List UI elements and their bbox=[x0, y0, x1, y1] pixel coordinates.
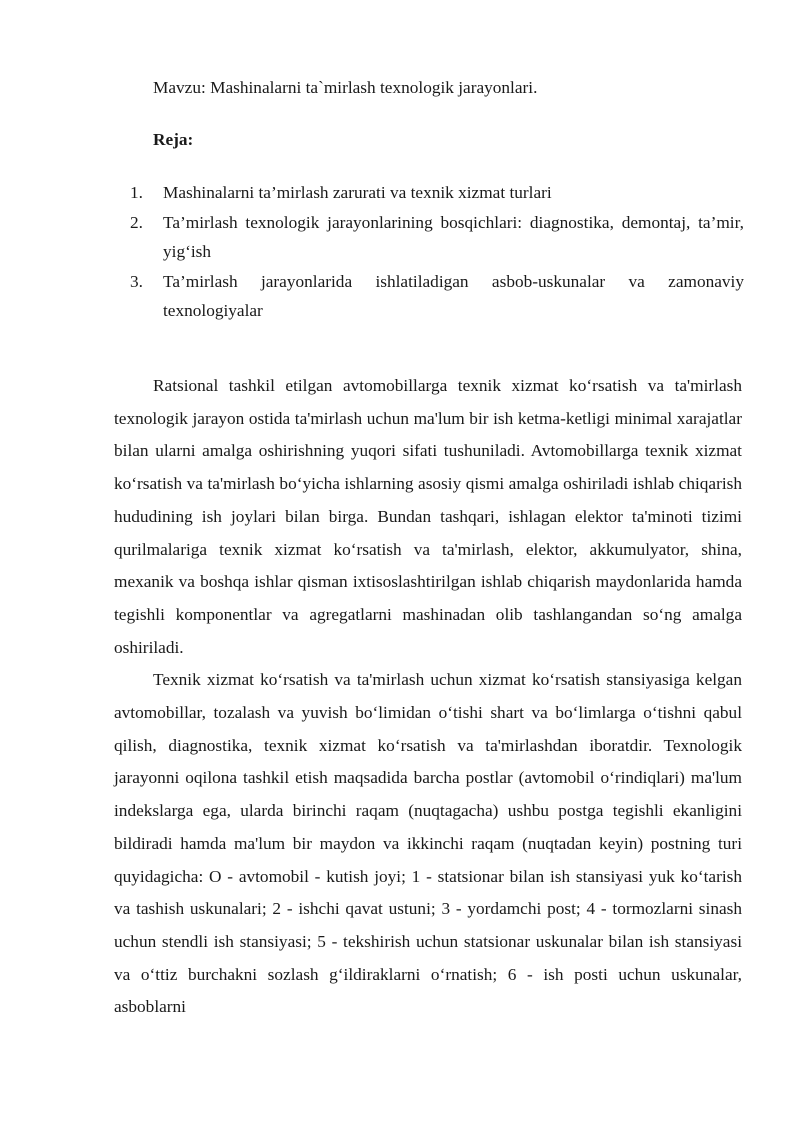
plan-item-text: Mashinalarni ta’mirlash zarurati va texnik xizmat turlari bbox=[163, 183, 552, 202]
plan-item-number: 2. bbox=[130, 212, 143, 232]
topic-line: Mavzu: Mashinalarni ta`mirlash texnologik jarayonlari. bbox=[153, 78, 538, 97]
plan-item bbox=[130, 178, 744, 208]
paragraph: Ratsional tashkil etilgan avtomobillarga texnik xizmat ko‘rsatish va ta'mirlash texnologik jarayon ostida ta'mirlash uchun ma'lum bir ish ketma-ketligi minimal xarajatlar bilan ularni amalga oshirishning yuqori sifati tushuniladi. Avtomobillarga texnik xizmat ko‘rsatish va ta'mirlash bo‘yicha ishlarning asosiy qismi amalga oshiriladi ishlab chiqarish hududining ish joylari bilan birga. Bundan tashqari, ishlagan elektor ta'minoti tizimi qurilmalariga texnik xizmat ko‘rsatish va ta'mirlash, elektor, akkumulyator, shina, mexanik va boshqa ishlar qisman ixtisoslashtirilgan ishlab chiqarish maydonlarida hamda tegishli komponentlar va agregatlarni mashinadan olib tashlangandan so‘ng amalga oshiriladi. bbox=[114, 376, 742, 657]
paragraph: Texnik xizmat ko‘rsatish va ta'mirlash uchun xizmat ko‘rsatish stansiyasiga kelgan avtomobillar, tozalash va yuvish bo‘limidan o‘tishi shart va bo‘limlarga o‘tishni qabul qilish, diagnostika, texnik xizmat ko‘rsatish va ta'mirlashdan iboratdir. Texnologik jarayonni oqilona tashkil etish maqsadida barcha postlar (avtomobil o‘rindiqlari) ma'lum indekslarga ega, ularda birinchi raqam (nuqtagacha) ushbu postga tegishli ekanligini bildiradi hamda ma'lum bir maydon va ikkinchi raqam (nuqtadan keyin) postning turi quyidagicha: O - avtomobil - kutish joyi; 1 - statsionar bilan ish stansiyasi yuk ko‘tarish va tashish uskunalari; 2 - ishchi qavat ustuni; 3 - yordamchi post; 4 - tormozlarni sinash uchun stendli ish stansiyasi; 5 - tekshirish uchun statsionar uskunalar bilan ish stansiyasi va o‘ttiz burchakni sozlash g‘ildiraklarni o‘rnatish; 6 - ish posti uchun uskunalar, asboblarni bbox=[114, 670, 742, 1017]
plan-item-text: Ta’mirlash texnologik jarayonlarining bosqichlari: diagnostika, demontaj, ta’mir, yig‘ish bbox=[163, 212, 744, 261]
plan-item-number: 1. bbox=[130, 183, 143, 202]
plan-list bbox=[130, 178, 744, 326]
plan-item-number: 3. bbox=[130, 271, 143, 291]
plan-item bbox=[130, 267, 744, 326]
plan-heading: Reja: bbox=[153, 130, 194, 149]
plan-item-text: Ta’mirlash jarayonlarida ishlatiladigan asbob-uskunalar va zamonaviy texnologiyalar bbox=[163, 271, 744, 320]
body-text bbox=[114, 370, 742, 1024]
plan-item bbox=[130, 208, 744, 267]
